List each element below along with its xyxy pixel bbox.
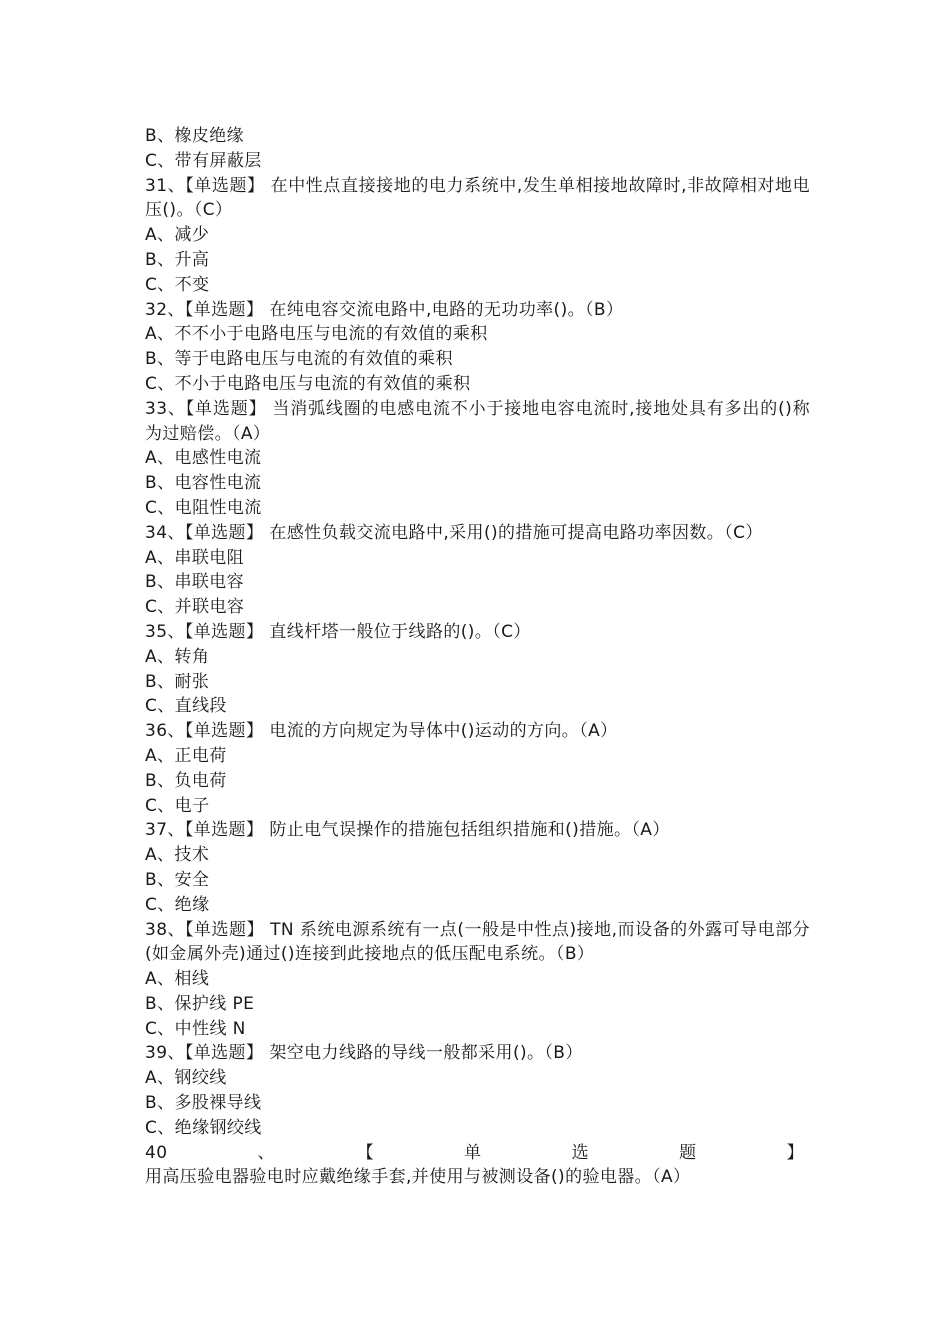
option-line: B、串联电容 bbox=[145, 572, 245, 593]
question-stem bbox=[145, 918, 810, 968]
question-number: 34、 bbox=[145, 522, 185, 543]
option-line: C、电阻性电流 bbox=[145, 497, 262, 518]
question-text: 用高压验电器验电时应戴绝缘手套,并使用与被测设备()的验电器。（A） bbox=[145, 1167, 691, 1188]
option-line: B、橡皮绝缘 bbox=[145, 126, 245, 146]
question-stem bbox=[145, 298, 810, 323]
question-stem bbox=[145, 397, 810, 447]
question-number: 37、 bbox=[145, 820, 185, 841]
question-number: 32、 bbox=[145, 299, 185, 320]
question-type-tag: 【单选题】 bbox=[184, 621, 264, 642]
option-line: C、直线段 bbox=[145, 696, 227, 717]
question-type-tag: 【单选题】 bbox=[184, 1043, 264, 1064]
question-block bbox=[145, 397, 810, 521]
option-line: B、多股裸导线 bbox=[145, 1093, 262, 1114]
option-line: A、减少 bbox=[145, 225, 210, 246]
question-block bbox=[145, 298, 810, 397]
question-list bbox=[145, 124, 810, 1190]
option-line: A、串联电阻 bbox=[145, 547, 245, 568]
question-number: 35、 bbox=[145, 621, 185, 642]
question-stem bbox=[145, 620, 810, 645]
question-type-tag: 【单选题】 bbox=[184, 522, 264, 543]
question-type-tag: 【单选题】 bbox=[185, 398, 267, 419]
option-line: C、不小于电路电压与电流的有效值的乘积 bbox=[145, 373, 471, 394]
option-line: C、并联电容 bbox=[145, 597, 245, 618]
question-type-tag: 【单选题】 bbox=[184, 820, 264, 841]
option-line: C、中性线 N bbox=[145, 1018, 246, 1039]
question-stem bbox=[145, 719, 810, 744]
question-text: 架空电力线路的导线一般都采用()。（B） bbox=[269, 1043, 583, 1064]
option-line: B、安全 bbox=[145, 869, 210, 890]
question-block bbox=[145, 620, 810, 719]
question-type-tag: 【单选题】 bbox=[185, 919, 265, 940]
questions-container bbox=[145, 174, 810, 1191]
question-text: 电流的方向规定为导体中()运动的方向。（A） bbox=[269, 721, 618, 742]
option-line: A、电感性电流 bbox=[145, 448, 262, 469]
question-type-tag: 【单选题】 bbox=[365, 1142, 804, 1163]
option-line: C、带有屏蔽层 bbox=[145, 150, 262, 171]
question-block bbox=[145, 174, 810, 298]
option-line: C、不变 bbox=[145, 274, 210, 295]
option-line: B、耐张 bbox=[145, 671, 210, 692]
question-text: 当消弧线圈的电感电流不小于接地电容电流时,接地处具有多出的()称为过赔偿。（A） bbox=[145, 398, 810, 444]
question-type-tag: 【单选题】 bbox=[184, 299, 264, 320]
question-number: 38、 bbox=[145, 919, 186, 940]
option-line: A、技术 bbox=[145, 845, 210, 866]
question-block bbox=[145, 818, 810, 917]
option-line: B、负电荷 bbox=[145, 770, 227, 791]
question-text: 防止电气误操作的措施包括组织措施和()措施。（A） bbox=[269, 820, 670, 841]
option-line: A、相线 bbox=[145, 969, 210, 990]
question-text: 在感性负载交流电路中,采用()的措施可提高电路功率因数。（C） bbox=[269, 522, 763, 543]
question-type-tag: 【单选题】 bbox=[185, 175, 265, 196]
option-line: A、转角 bbox=[145, 646, 210, 667]
question-text: 在纯电容交流电路中,电路的无功功率()。（B） bbox=[269, 299, 624, 320]
option-line: B、等于电路电压与电流的有效值的乘积 bbox=[145, 349, 453, 370]
question-number: 31、 bbox=[145, 175, 186, 196]
option-line: C、绝缘钢绞线 bbox=[145, 1117, 262, 1138]
question-block bbox=[145, 918, 810, 1042]
option-line: A、正电荷 bbox=[145, 745, 227, 766]
option-line: C、绝缘 bbox=[145, 894, 210, 915]
question-type-tag: 【单选题】 bbox=[184, 721, 264, 742]
question-block bbox=[145, 1141, 810, 1191]
question-text: TN 系统电源系统有一点(一般是中性点)接地,而设备的外露可导电部分(如金属外壳)通过()连接到此接地点的低压配电系统。（B） bbox=[145, 919, 810, 965]
question-stem bbox=[145, 174, 810, 224]
option-line: B、升高 bbox=[145, 249, 210, 270]
question-number: 39、 bbox=[145, 1043, 185, 1064]
question-stem bbox=[145, 521, 810, 546]
option-line: B、电容性电流 bbox=[145, 473, 262, 494]
question-text: 直线杆塔一般位于线路的()。（C） bbox=[269, 621, 531, 642]
question-stem bbox=[145, 818, 810, 843]
question-number: 33、 bbox=[145, 398, 186, 419]
question-number: 40、 bbox=[145, 1142, 366, 1163]
question-block bbox=[145, 521, 810, 620]
question-stem bbox=[145, 1041, 810, 1066]
question-text: 在中性点直接接地的电力系统中,发生单相接地故障时,非故障相对地电压()。（C） bbox=[145, 175, 810, 221]
question-block bbox=[145, 1041, 810, 1140]
question-number: 36、 bbox=[145, 721, 185, 742]
question-block bbox=[145, 719, 810, 818]
option-line: B、保护线 PE bbox=[145, 993, 255, 1014]
option-line: A、钢绞线 bbox=[145, 1068, 227, 1089]
option-line: A、不不小于电路电压与电流的有效值的乘积 bbox=[145, 324, 488, 345]
option-line: C、电子 bbox=[145, 795, 210, 816]
question-stem bbox=[145, 1141, 810, 1191]
